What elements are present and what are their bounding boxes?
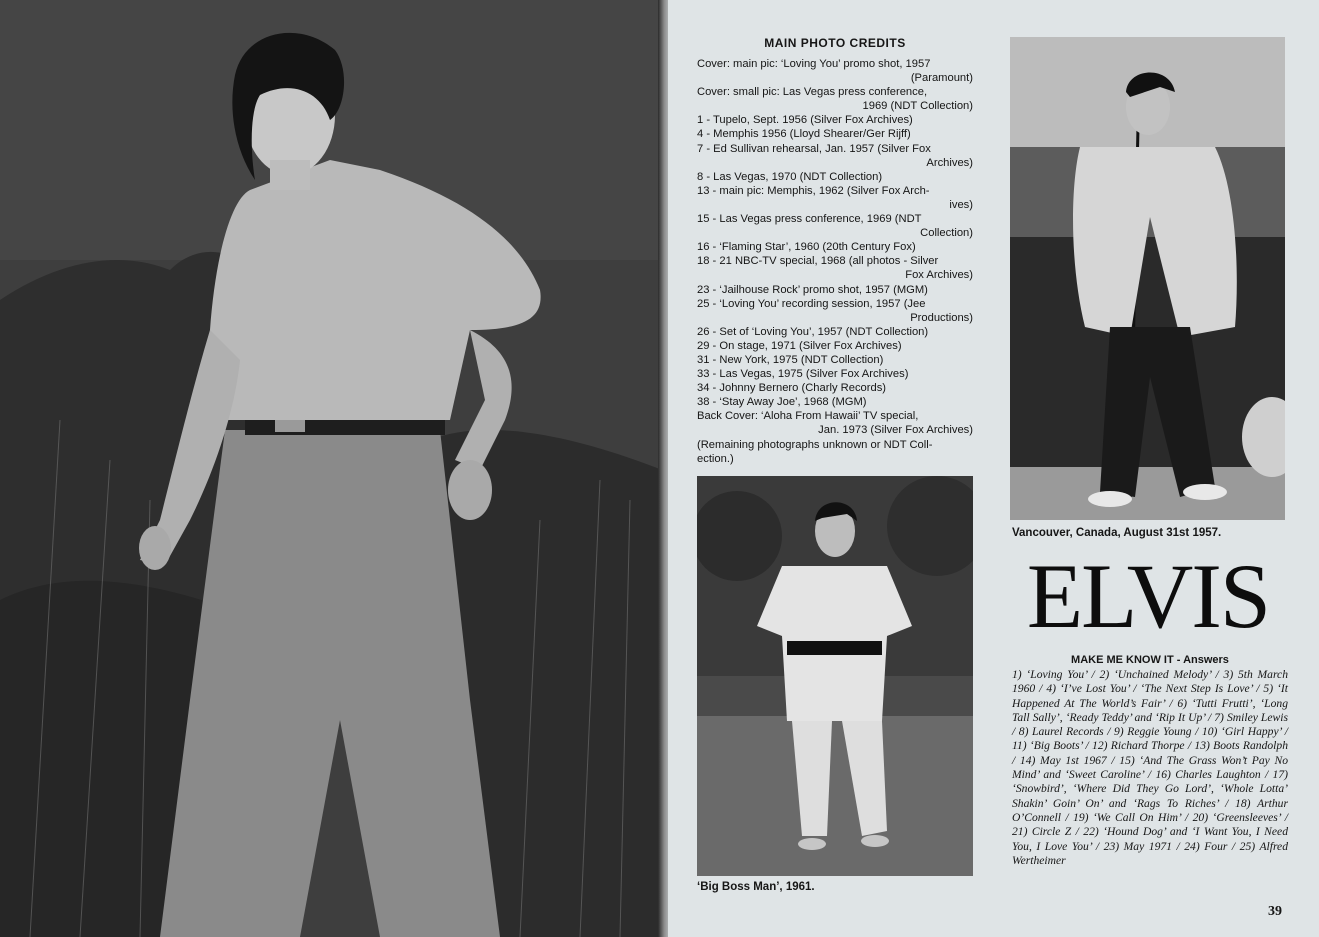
credit-continuation: 1969 (NDT Collection) xyxy=(862,100,973,113)
credit-main: 38 - ‘Stay Away Joe’, 1968 (MGM) xyxy=(697,396,867,409)
credit-main: 29 - On stage, 1971 (Silver Fox Archives) xyxy=(697,339,902,352)
credit-line xyxy=(697,339,973,353)
credit-main: 26 - Set of ‘Loving You’, 1957 (NDT Collection) xyxy=(697,325,929,338)
elvis-title: ELVIS xyxy=(1026,545,1270,647)
credit-continuation: Fox Archives) xyxy=(905,269,973,282)
credit-main: 7 - Ed Sullivan rehearsal, Jan. 1957 (Silver Fox xyxy=(697,142,931,155)
credit-main: 16 - ‘Flaming Star’, 1960 (20th Century Fox) xyxy=(697,241,916,254)
credit-line xyxy=(697,353,973,367)
credit-line xyxy=(697,142,973,170)
credit-line xyxy=(697,184,973,212)
credit-line xyxy=(697,57,973,85)
credit-line xyxy=(697,170,973,184)
credit-continuation: (Paramount) xyxy=(910,72,973,85)
page-number: 39 xyxy=(1268,904,1282,919)
credit-line xyxy=(697,297,973,325)
credit-main: 18 - 21 NBC-TV special, 1968 (all photos - Silver xyxy=(697,255,939,268)
credit-continuation: Archives) xyxy=(926,156,973,169)
credit-main: ection.) xyxy=(697,452,734,465)
credit-main: 15 - Las Vegas press conference, 1969 (NDT xyxy=(697,213,922,226)
credit-main: 4 - Memphis 1956 (Lloyd Shearer/Ger Rijff) xyxy=(697,128,911,141)
credit-line xyxy=(697,438,973,452)
photo-credits-list xyxy=(697,57,973,466)
credit-line xyxy=(697,240,973,254)
vancouver-stage-photo xyxy=(1010,37,1285,520)
credit-continuation: Productions) xyxy=(910,311,973,324)
credit-line xyxy=(697,212,973,240)
credit-main: 33 - Las Vegas, 1975 (Silver Fox Archives) xyxy=(697,368,909,381)
credit-main: Cover: small pic: Las Vegas press conference, xyxy=(697,86,928,99)
credit-main: 25 - ‘Loving You’ recording session, 1957 (Jee xyxy=(697,297,926,310)
karate-uniform-image xyxy=(697,476,973,876)
credit-main: 8 - Las Vegas, 1970 (NDT Collection) xyxy=(697,170,883,183)
credit-line xyxy=(697,127,973,141)
credit-main: Cover: main pic: ‘Loving You’ promo shot, 1957 xyxy=(697,58,931,70)
credit-main: 1 - Tupelo, Sept. 1956 (Silver Fox Archives) xyxy=(697,114,913,127)
credit-line xyxy=(697,367,973,381)
credits-heading: MAIN PHOTO CREDITS xyxy=(764,36,906,50)
credit-line xyxy=(697,283,973,297)
performer-on-stage-image xyxy=(1010,37,1285,520)
big-boss-man-photo xyxy=(697,476,973,876)
credit-line xyxy=(697,381,973,395)
vancouver-caption: Vancouver, Canada, August 31st 1957. xyxy=(1012,527,1222,539)
credit-line xyxy=(697,85,973,113)
credit-line xyxy=(697,409,973,437)
credit-continuation: Collection) xyxy=(920,227,973,240)
credit-line xyxy=(697,325,973,339)
credit-main: 34 - Johnny Bernero (Charly Records) xyxy=(697,382,887,395)
credit-main: 31 - New York, 1975 (NDT Collection) xyxy=(697,353,884,366)
credit-main: 23 - ‘Jailhouse Rock’ promo shot, 1957 (MGM) xyxy=(697,283,928,296)
quiz-answers-text: 1) ‘Loving You’ / 2) ‘Unchained Melody’ / 3) 5th March 1960 / 4) ‘I’ve Lost You’ / ‘The Next Step Is Love’ / 5) ‘It Happened At The World’s Fair’ / 6) ‘Tutti Frutti’, ‘Long Tall Sally’, ‘Ready Teddy’ and ‘Rip It Up’ / 7) Smiley Lewis / 8) Laurel Records / 9) Reggie Young / 10) ‘Girl Happy’ / 11) ‘Big Boots’ / 12) Richard Thorpe / 13) Boots Randolph / 14) May 1st 1967 / 15) ‘And The Grass Won’t Pay No Mind’ and ‘Sweet Caroline’ / 16) Charles Laughton / 17) ‘Snowbird’, ‘Where Did They Go Lord’, ‘Whole Lotta’ Shakin’ Goin’ On’ and ‘Rags To Riches’ / 18) Arthur O’Connell / 19) ‘We Call On Him’ / 20) ‘Greensleeves’ / 21) Circle Z / 22) ‘Hound Dog’ and ‘I Want You, I Need You, I Love You’ / 23) May 1971 / 24) Four / 25) Alfred Wertheimer xyxy=(1012,668,1288,867)
answers-heading: MAKE ME KNOW IT - Answers xyxy=(1071,654,1229,666)
credit-main: 13 - main pic: Memphis, 1962 (Silver Fox Arch- xyxy=(697,184,930,197)
credit-line xyxy=(697,452,973,466)
credit-main: Back Cover: ‘Aloha From Hawaii’ TV special, xyxy=(697,410,919,423)
credit-continuation: ives) xyxy=(949,198,973,211)
credit-main: (Remaining photographs unknown or NDT Coll- xyxy=(697,438,933,451)
big-boss-man-caption: ‘Big Boss Man’, 1961. xyxy=(697,881,815,893)
credit-line xyxy=(697,113,973,127)
credit-line xyxy=(697,395,973,409)
credit-continuation: Jan. 1973 (Silver Fox Archives) xyxy=(818,424,973,437)
credit-line xyxy=(697,254,973,282)
